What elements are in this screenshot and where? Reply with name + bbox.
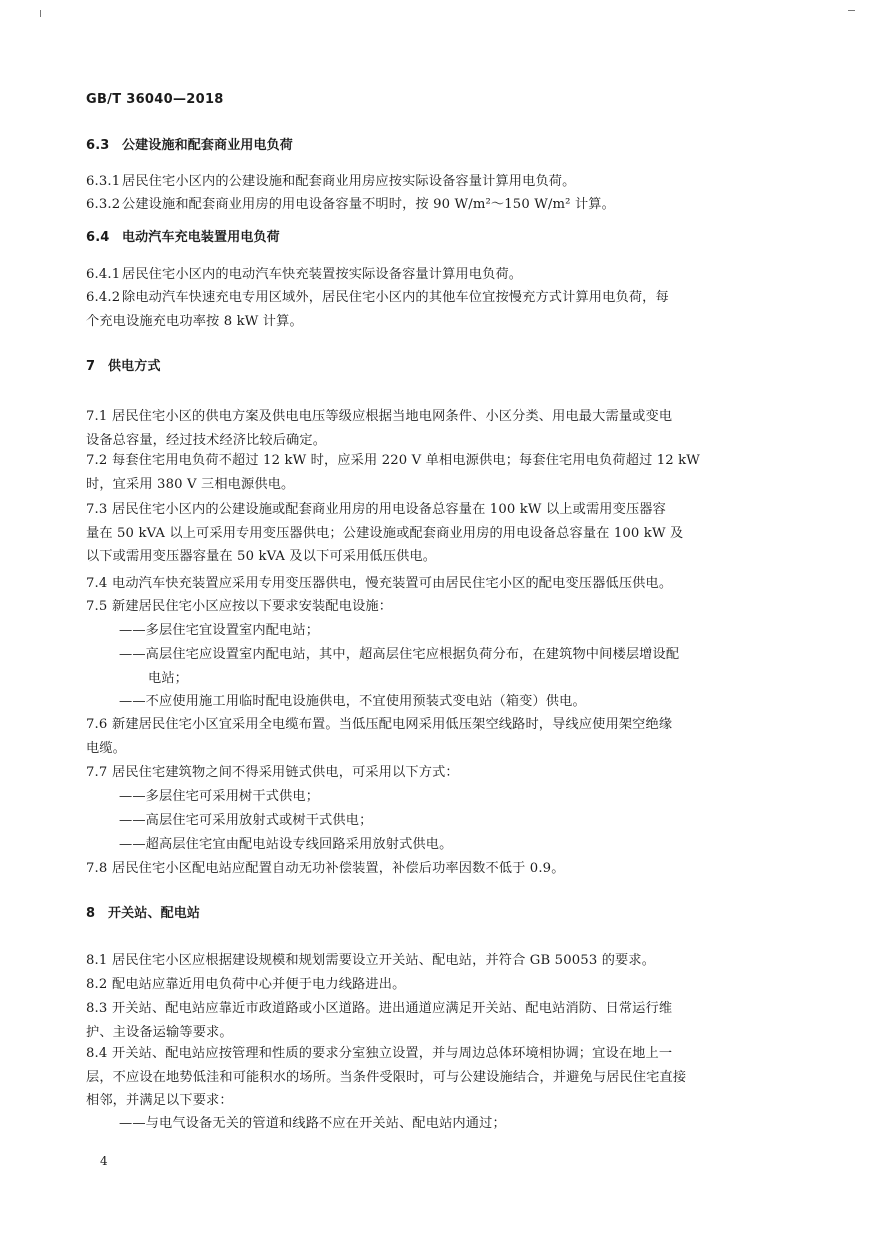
clause-text: 电缆。: [86, 740, 127, 756]
clause-text: 电动汽车快充装置应采用专用变压器供电，慢充装置可由居民住宅小区的配电变压器低压供电。: [112, 576, 673, 591]
clause-line: [86, 1001, 672, 1017]
clause-text: ——高层住宅应设置室内配电站，其中，超高层住宅应根据负荷分布，在建筑物中间楼层增设配: [119, 647, 680, 662]
clause-text: 开关站、配电站应靠近市政道路或小区道路。进出通道应满足开关站、配电站消防、日常运行维: [112, 1001, 673, 1016]
clause-text: 护、主设备运输等要求。: [86, 1024, 233, 1040]
clause-text: 居民住宅小区应根据建设规模和规划需要设立开关站、配电站，并符合 GB 50053 的要求。: [112, 953, 656, 968]
clause-text: 时，宜采用 380 V 三相电源供电。: [86, 476, 295, 492]
section-number: 6.4: [86, 230, 110, 245]
clause-number: 7.7: [86, 765, 108, 780]
list-dash-item: [119, 623, 319, 639]
clause-text: 相邻，并满足以下要求：: [86, 1093, 233, 1109]
section-title: 供电方式: [108, 359, 161, 374]
clause-line: [86, 290, 669, 306]
clause-line: [86, 477, 294, 493]
clause-line: [86, 953, 655, 969]
section-heading: [86, 138, 293, 154]
clause-text: 公建设施和配套商业用房的用电设备容量不明时，按 90 W/m²～150 W/m² 计算。: [122, 197, 615, 212]
clause-text: 新建居民住宅小区应按以下要求安装配电设施：: [112, 599, 393, 614]
crop-mark: [848, 10, 855, 11]
clause-text: ——多层住宅宜设置室内配电站；: [119, 623, 320, 638]
section-title: 公建设施和配套商业用电负荷: [122, 138, 293, 153]
list-dash-item: [119, 694, 586, 710]
section-title: 开关站、配电站: [108, 906, 201, 921]
clause-number: 7.8: [86, 861, 108, 876]
clause-text: 每套住宅用电负荷不超过 12 kW 时，应采用 220 V 单相电源供电；每套住宅用电负荷超过 12 kW: [112, 453, 701, 468]
clause-line: [86, 502, 666, 518]
page-number: 4: [100, 1154, 108, 1168]
clause-text: 居民住宅小区内的公建设施和配套商业用房应按实际设备容量计算用电负荷。: [122, 174, 576, 189]
clause-line: [86, 314, 303, 330]
clause-line: [86, 861, 565, 877]
clause-text: 层，不应设在地势低洼和可能积水的场所。当条件受限时，可与公建设施结合，并避免与居民住宅直接: [86, 1069, 687, 1085]
clause-number: 8.2: [86, 977, 108, 992]
clause-text: 居民住宅小区的供电方案及供电电压等级应根据当地电网条件、小区分类、用电最大需量或变电: [112, 409, 673, 424]
clause-text: 除电动汽车快速充电专用区域外，居民住宅小区内的其他车位宜按慢充方式计算用电负荷，每: [122, 290, 669, 305]
clause-number: 7.1: [86, 409, 108, 424]
clause-text: 量在 50 kVA 以上可采用专用变压器供电；公建设施或配套商业用房的用电设备总容量在 100 kW 及: [86, 525, 684, 541]
clause-number: 6.4.1: [86, 267, 121, 282]
clause-text: 个充电设施充电功率按 8 kW 计算。: [86, 313, 303, 329]
clause-text: ——高层住宅可采用放射式或树干式供电；: [119, 813, 373, 828]
clause-line: [86, 717, 672, 733]
clause-text: 新建居民住宅小区宜采用全电缆布置。当低压配电网采用低压架空线路时，导线应使用架空绝缘: [112, 717, 673, 732]
section-title: 电动汽车充电装置用电负荷: [122, 230, 280, 245]
clause-line: [86, 599, 392, 615]
clause-text: 居民住宅建筑物之间不得采用链式供电，可采用以下方式：: [112, 765, 459, 780]
clause-text: 居民住宅小区内的公建设施或配套商业用房的用电设备总容量在 100 kW 以上或需用变压器容: [112, 502, 666, 517]
clause-line: [86, 433, 326, 449]
clause-line: [86, 1093, 233, 1109]
clause-line: [86, 409, 672, 425]
clause-line: [86, 453, 700, 469]
clause-line: [86, 741, 126, 757]
clause-line: [86, 1025, 233, 1041]
clause-line: [86, 765, 459, 781]
clause-line: [86, 977, 405, 993]
clause-text: 开关站、配电站应按管理和性质的要求分室独立设置，并与周边总体环境相协调；宜设在地上一: [112, 1046, 673, 1061]
list-dash-item: [119, 813, 372, 829]
section-number: 6.3: [86, 138, 110, 153]
clause-number: 8.3: [86, 1001, 108, 1016]
clause-text: 居民住宅小区配电站应配置自动无功补偿装置，补偿后功率因数不低于 0.9。: [112, 861, 565, 876]
clause-number: 8.1: [86, 953, 108, 968]
list-dash-item: [119, 647, 679, 663]
section-number: 7: [86, 359, 96, 374]
clause-line: [86, 1070, 686, 1086]
clause-number: 6.4.2: [86, 290, 121, 305]
clause-number: 6.3.1: [86, 174, 121, 189]
clause-line: [86, 526, 683, 542]
clause-line: [86, 549, 436, 565]
clause-text: ——与电气设备无关的管道和线路不应在开关站、配电站内通过；: [119, 1116, 506, 1131]
section-number: 8: [86, 906, 96, 921]
list-dash-item: [148, 671, 188, 687]
clause-number: 8.4: [86, 1046, 108, 1061]
clause-number: 7.3: [86, 502, 108, 517]
clause-number: 7.5: [86, 599, 108, 614]
clause-text: 电站；: [148, 670, 189, 686]
clause-line: [86, 174, 575, 190]
clause-number: 6.3.2: [86, 197, 121, 212]
clause-line: [86, 1046, 672, 1062]
clause-text: ——超高层住宅宜由配电站设专线回路采用放射式供电。: [119, 837, 453, 852]
clause-text: 以下或需用变压器容量在 50 kVA 及以下可采用低压供电。: [86, 549, 437, 565]
list-dash-item: [119, 837, 452, 853]
clause-number: 7.6: [86, 717, 108, 732]
crop-mark: [40, 10, 41, 17]
standard-code-header: GB/T 36040—2018: [86, 92, 224, 107]
clause-text: 配电站应靠近用电负荷中心并便于电力线路进出。: [112, 977, 406, 992]
clause-line: [86, 197, 615, 213]
clause-line: [86, 576, 672, 592]
clause-number: 7.2: [86, 453, 108, 468]
list-dash-item: [119, 789, 319, 805]
clause-text: ——多层住宅可采用树干式供电；: [119, 789, 320, 804]
clause-text: 居民住宅小区内的电动汽车快充装置按实际设备容量计算用电负荷。: [122, 267, 523, 282]
clause-text: 设备总容量，经过技术经济比较后确定。: [86, 432, 327, 448]
section-heading: [86, 906, 200, 922]
clause-line: [86, 267, 522, 283]
clause-number: 7.4: [86, 576, 108, 591]
list-dash-item: [119, 1116, 506, 1132]
clause-text: ——不应使用施工用临时配电设施供电，不宜使用预装式变电站（箱变）供电。: [119, 694, 586, 709]
section-heading: [86, 230, 280, 246]
section-heading: [86, 359, 161, 375]
